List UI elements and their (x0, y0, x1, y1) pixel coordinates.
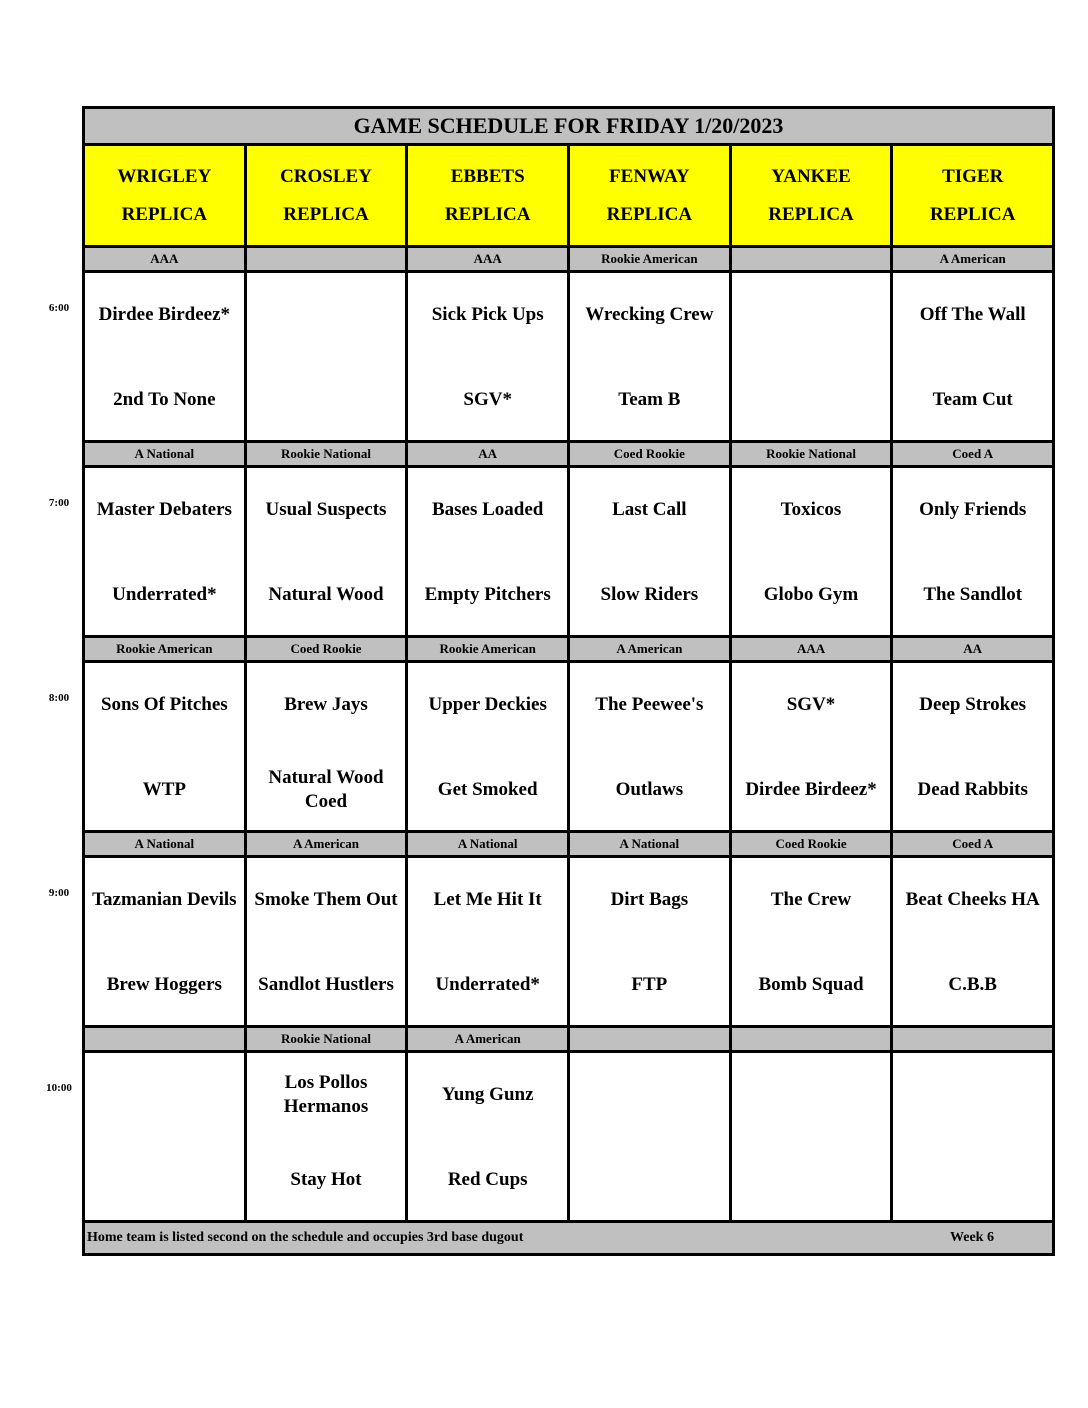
field-sub: REPLICA (768, 203, 854, 225)
division-label: A American (570, 638, 732, 660)
away-team: Brew Jays (284, 694, 368, 715)
home-team (85, 1156, 244, 1204)
away-team: Only Friends (919, 499, 1027, 520)
game-cell (893, 468, 1052, 635)
game-cell (408, 468, 570, 635)
away-team: The Peewee's (595, 694, 704, 715)
away-team (732, 1071, 891, 1119)
game-cell (408, 663, 570, 830)
game-row (85, 273, 1052, 443)
home-team (570, 1156, 729, 1204)
division-label: A American (408, 1028, 570, 1050)
away-team: Wrecking Crew (585, 304, 714, 325)
game-cell (247, 663, 409, 830)
field-wrigley (85, 146, 247, 245)
away-team: Dirdee Birdeez* (98, 304, 231, 325)
away-team: The Crew (770, 889, 852, 910)
game-cell (732, 663, 894, 830)
home-team: Slow Riders (600, 584, 699, 605)
home-team (247, 376, 406, 424)
home-team: Team B (618, 389, 681, 410)
game-cell (893, 273, 1052, 440)
home-team: Bomb Squad (758, 974, 864, 995)
game-row (85, 1053, 1052, 1223)
away-team (732, 291, 891, 339)
game-cell (893, 663, 1052, 830)
division-label (732, 248, 894, 270)
game-row (85, 858, 1052, 1028)
game-cell (247, 1053, 409, 1220)
division-row (85, 1028, 1052, 1053)
division-label: A National (85, 443, 247, 465)
home-team (732, 1156, 891, 1204)
game-cell (85, 663, 247, 830)
time-label: 9:00 (48, 887, 70, 899)
away-team (570, 1071, 729, 1119)
home-team: WTP (142, 779, 186, 800)
division-label: Rookie American (570, 248, 732, 270)
home-team (893, 1156, 1052, 1204)
away-team: Off The Wall (919, 304, 1026, 325)
away-team: Last Call (612, 499, 687, 520)
field-sub: REPLICA (929, 203, 1016, 225)
away-team: Tazmanian Devils (92, 889, 237, 910)
division-label: AAA (732, 638, 894, 660)
away-team: Sick Pick Ups (431, 304, 544, 325)
away-team: SGV* (786, 694, 836, 715)
division-label: Rookie American (85, 638, 247, 660)
home-team: Sandlot Hustlers (258, 974, 394, 995)
away-team (247, 291, 406, 339)
division-label (732, 1028, 894, 1050)
division-label: A American (893, 248, 1052, 270)
division-label: Coed Rookie (247, 638, 409, 660)
division-label: AA (408, 443, 570, 465)
away-team (85, 1071, 244, 1119)
time-label: 8:00 (48, 692, 70, 704)
home-team: Natural Wood (268, 584, 384, 605)
away-team: Toxicos (780, 499, 842, 520)
home-team: Globo Gym (763, 584, 859, 605)
game-cell (732, 858, 894, 1025)
field-sub: REPLICA (283, 203, 369, 225)
game-cell (85, 273, 247, 440)
division-label: Rookie National (732, 443, 894, 465)
home-team: The Sandlot (923, 584, 1023, 605)
game-cell (570, 273, 732, 440)
game-row (85, 468, 1052, 638)
home-team: Underrated* (435, 974, 540, 995)
home-team: Get Smoked (437, 779, 538, 800)
away-team: Deep Strokes (919, 694, 1027, 715)
field-tiger (893, 146, 1052, 245)
game-cell (732, 468, 894, 635)
division-label (85, 1028, 247, 1050)
game-cell (408, 1053, 570, 1220)
home-team: SGV* (463, 389, 512, 410)
field-fenway (570, 146, 732, 245)
schedule-table (82, 106, 1055, 1256)
home-team: Brew Hoggers (106, 974, 222, 995)
division-label (570, 1028, 732, 1050)
home-team: Red Cups (447, 1169, 528, 1190)
away-team: Bases Loaded (431, 499, 544, 520)
week-label: Week 6 (950, 1230, 994, 1245)
home-team: Outlaws (615, 779, 684, 800)
division-label: Rookie National (247, 443, 409, 465)
division-label: Coed Rookie (570, 443, 732, 465)
schedule-title: GAME SCHEDULE FOR FRIDAY 1/20/2023 (85, 109, 1052, 146)
field-sub: REPLICA (121, 203, 208, 225)
division-label (893, 1028, 1052, 1050)
division-label: A National (85, 833, 247, 855)
division-label: AA (893, 638, 1052, 660)
away-team: Beat Cheeks HA (905, 889, 1040, 910)
home-team: 2nd To None (113, 389, 216, 410)
game-cell (570, 468, 732, 635)
time-label: 7:00 (48, 497, 70, 509)
game-row (85, 663, 1052, 833)
away-team (893, 1071, 1052, 1119)
field-name: EBBETS (450, 165, 525, 187)
time-label: 10:00 (46, 1082, 72, 1094)
home-team: Stay Hot (290, 1169, 362, 1190)
division-label: AAA (408, 248, 570, 270)
game-cell (408, 858, 570, 1025)
game-cell (732, 1053, 894, 1220)
division-label (247, 248, 409, 270)
game-cell (247, 273, 409, 440)
division-label: Coed A (893, 443, 1052, 465)
footer-note: Home team is listed second on the schedule and occupies 3rd base dugout (87, 1230, 524, 1245)
division-row (85, 833, 1052, 858)
game-cell (570, 858, 732, 1025)
away-team: Sons Of Pitches (100, 694, 228, 715)
footer (85, 1223, 1052, 1253)
game-cell (570, 1053, 732, 1220)
division-label: A National (570, 833, 732, 855)
away-team: Los Pollos Hermanos (283, 1072, 369, 1117)
away-team: Upper Deckies (428, 694, 547, 715)
away-team: Usual Suspects (265, 499, 387, 520)
division-label: Rookie National (247, 1028, 409, 1050)
home-team: Dirdee Birdeez* (745, 779, 877, 800)
field-sub: REPLICA (606, 203, 693, 225)
home-team: Team Cut (932, 389, 1013, 410)
home-team: FTP (631, 974, 668, 995)
field-name: WRIGLEY (117, 165, 212, 187)
division-label: A American (247, 833, 409, 855)
field-name: FENWAY (609, 165, 690, 187)
game-cell (85, 858, 247, 1025)
field-name: CROSLEY (280, 165, 372, 187)
field-ebbets (408, 146, 570, 245)
division-label: Coed Rookie (732, 833, 894, 855)
game-cell (570, 663, 732, 830)
home-team: Empty Pitchers (424, 584, 551, 605)
division-row (85, 638, 1052, 663)
time-slots (85, 248, 1052, 1223)
field-header-row (85, 146, 1052, 248)
game-cell (893, 1053, 1052, 1220)
away-team: Let Me Hit It (433, 889, 542, 910)
game-cell (408, 273, 570, 440)
field-crosley (247, 146, 409, 245)
division-row (85, 443, 1052, 468)
division-row (85, 248, 1052, 273)
field-name: TIGER (942, 165, 1004, 187)
home-team (732, 376, 891, 424)
game-cell (85, 1053, 247, 1220)
time-label: 6:00 (48, 302, 70, 314)
field-yankee (732, 146, 894, 245)
game-cell (247, 858, 409, 1025)
home-team: Underrated* (112, 584, 217, 605)
away-team: Dirt Bags (610, 889, 689, 910)
home-team: C.B.B (948, 974, 997, 995)
away-team: Smoke Them Out (254, 889, 398, 910)
game-cell (85, 468, 247, 635)
home-team: Natural Wood Coed (268, 767, 384, 812)
away-team: Master Debaters (96, 499, 232, 520)
game-cell (732, 273, 894, 440)
field-sub: REPLICA (444, 203, 531, 225)
division-label: AAA (85, 248, 247, 270)
division-label: Rookie American (408, 638, 570, 660)
game-cell (247, 468, 409, 635)
game-cell (893, 858, 1052, 1025)
division-label: Coed A (893, 833, 1052, 855)
field-name: YANKEE (771, 165, 851, 187)
away-team: Yung Gunz (441, 1084, 534, 1105)
home-team: Dead Rabbits (917, 779, 1028, 800)
division-label: A National (408, 833, 570, 855)
